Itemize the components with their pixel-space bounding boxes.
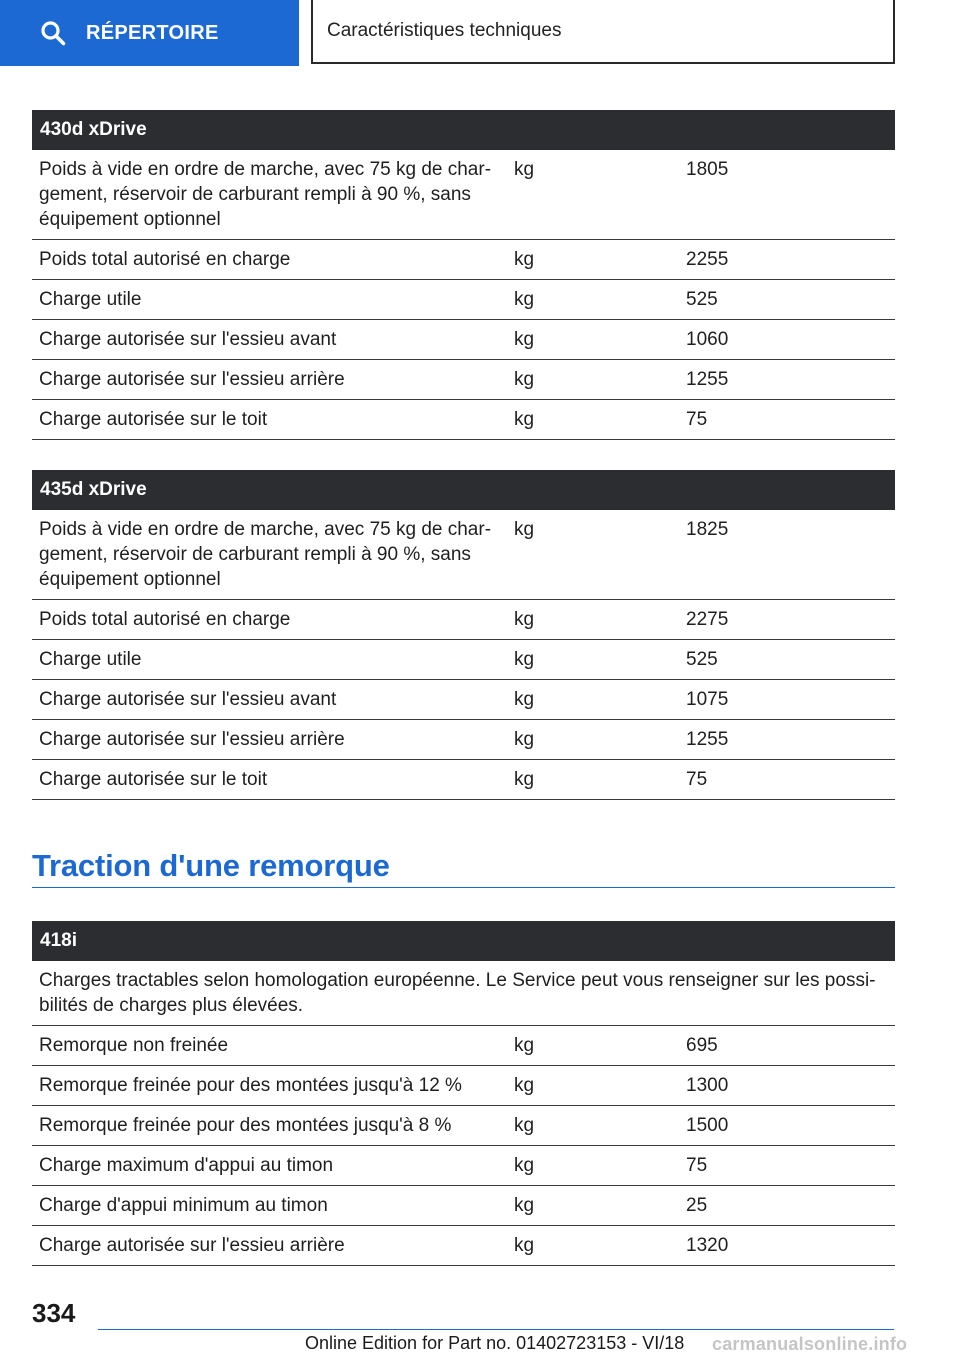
row-label: Remorque freinée pour des montées jusqu'à 8 % bbox=[32, 1106, 507, 1146]
row-label: Charge utile bbox=[32, 640, 507, 680]
table-row bbox=[32, 600, 895, 640]
weights-table-430d bbox=[32, 110, 895, 440]
table-row bbox=[32, 1226, 895, 1266]
top-bar bbox=[0, 0, 960, 66]
row-unit: kg bbox=[507, 1026, 679, 1066]
section-title[interactable]: Caractéristiques techniques bbox=[311, 0, 895, 64]
row-label: Charge d'appui minimum au timon bbox=[32, 1186, 507, 1226]
directory-button[interactable] bbox=[0, 0, 299, 66]
row-label: Charge autorisée sur le toit bbox=[32, 400, 507, 440]
table-row bbox=[32, 680, 895, 720]
row-label: Poids total autorisé en charge bbox=[32, 240, 507, 280]
footer-divider bbox=[98, 1329, 894, 1330]
row-value: 25 bbox=[679, 1186, 895, 1226]
row-value: 1075 bbox=[679, 680, 895, 720]
table-model-header: 435d xDrive bbox=[32, 470, 895, 510]
row-label: Charge autorisée sur l'essieu avant bbox=[32, 680, 507, 720]
page-content bbox=[32, 110, 895, 1266]
row-value: 1825 bbox=[679, 510, 895, 600]
table-row bbox=[32, 1106, 895, 1146]
row-value: 1805 bbox=[679, 150, 895, 240]
row-label: Charge autorisée sur l'essieu arrière bbox=[32, 720, 507, 760]
row-unit: kg bbox=[507, 720, 679, 760]
row-value: 1255 bbox=[679, 360, 895, 400]
row-unit: kg bbox=[507, 240, 679, 280]
row-value: 75 bbox=[679, 400, 895, 440]
row-value: 525 bbox=[679, 280, 895, 320]
table-row bbox=[32, 640, 895, 680]
row-label: Charge autorisée sur l'essieu arrière bbox=[32, 1226, 507, 1266]
row-unit: kg bbox=[507, 510, 679, 600]
row-unit: kg bbox=[507, 640, 679, 680]
search-icon bbox=[40, 20, 66, 46]
row-unit: kg bbox=[507, 280, 679, 320]
row-unit: kg bbox=[507, 400, 679, 440]
row-label: Poids à vide en ordre de marche, avec 75 kg de char- gement, réservoir de carburant rempli à 90 %, sans équipement optionnel bbox=[32, 510, 507, 600]
table-row bbox=[32, 1186, 895, 1226]
table-row bbox=[32, 400, 895, 440]
table-row bbox=[32, 1026, 895, 1066]
table-row bbox=[32, 360, 895, 400]
table-note-row bbox=[32, 961, 895, 1026]
table-row bbox=[32, 510, 895, 600]
table-row bbox=[32, 280, 895, 320]
table-row bbox=[32, 150, 895, 240]
row-value: 1300 bbox=[679, 1066, 895, 1106]
row-label: Charge autorisée sur l'essieu arrière bbox=[32, 360, 507, 400]
row-label: Charge maximum d'appui au timon bbox=[32, 1146, 507, 1186]
row-label: Charge utile bbox=[32, 280, 507, 320]
row-unit: kg bbox=[507, 1186, 679, 1226]
row-unit: kg bbox=[507, 360, 679, 400]
row-value: 2275 bbox=[679, 600, 895, 640]
row-unit: kg bbox=[507, 760, 679, 800]
row-label: Poids total autorisé en charge bbox=[32, 600, 507, 640]
row-unit: kg bbox=[507, 1106, 679, 1146]
table-model-header: 430d xDrive bbox=[32, 110, 895, 150]
row-label: Charge autorisée sur l'essieu avant bbox=[32, 320, 507, 360]
row-value: 1500 bbox=[679, 1106, 895, 1146]
table-row bbox=[32, 240, 895, 280]
weights-table-435d bbox=[32, 470, 895, 800]
row-label: Remorque non freinée bbox=[32, 1026, 507, 1066]
edition-footer: Online Edition for Part no. 01402723153 - VI/18 bbox=[305, 1333, 685, 1353]
row-label: Charge autorisée sur le toit bbox=[32, 760, 507, 800]
table-row bbox=[32, 1146, 895, 1186]
row-unit: kg bbox=[507, 1146, 679, 1186]
table-model-header: 418i bbox=[32, 921, 895, 961]
row-unit: kg bbox=[507, 150, 679, 240]
page-number: 334 bbox=[32, 1298, 76, 1328]
row-value: 1255 bbox=[679, 720, 895, 760]
table-row bbox=[32, 760, 895, 800]
row-label: Poids à vide en ordre de marche, avec 75 kg de char- gement, réservoir de carburant rempli à 90 %, sans équipement optionnel bbox=[32, 150, 507, 240]
row-value: 75 bbox=[679, 760, 895, 800]
row-value: 75 bbox=[679, 1146, 895, 1186]
towing-note: Charges tractables selon homologation européenne. Le Service peut vous renseigner sur les possi- bilités de charges plus élevées. bbox=[32, 961, 895, 1026]
row-value: 2255 bbox=[679, 240, 895, 280]
table-row bbox=[32, 1066, 895, 1106]
row-value: 525 bbox=[679, 640, 895, 680]
row-unit: kg bbox=[507, 320, 679, 360]
directory-label: RÉPERTOIRE bbox=[86, 21, 219, 44]
table-row bbox=[32, 720, 895, 760]
table-row bbox=[32, 320, 895, 360]
row-value: 1320 bbox=[679, 1226, 895, 1266]
towing-table-418i bbox=[32, 921, 895, 1266]
row-unit: kg bbox=[507, 680, 679, 720]
row-unit: kg bbox=[507, 1066, 679, 1106]
row-label: Remorque freinée pour des montées jusqu'à 12 % bbox=[32, 1066, 507, 1106]
row-unit: kg bbox=[507, 600, 679, 640]
section-heading-towing: Traction d'une remorque bbox=[32, 838, 895, 888]
row-value: 1060 bbox=[679, 320, 895, 360]
watermark: carmanualsonline.info bbox=[712, 1334, 908, 1354]
row-value: 695 bbox=[679, 1026, 895, 1066]
row-unit: kg bbox=[507, 1226, 679, 1266]
